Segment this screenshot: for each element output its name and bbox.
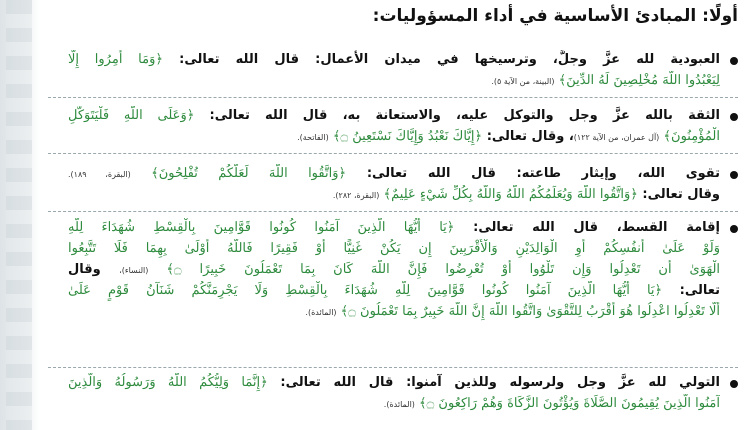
principle-item bbox=[68, 106, 720, 148]
text-line bbox=[68, 302, 720, 323]
principle-heading: وقال bbox=[68, 262, 120, 277]
divider bbox=[48, 367, 738, 368]
divider bbox=[48, 153, 738, 154]
text-line bbox=[68, 71, 720, 92]
verse-reference: (البقرة، ٢٨٢). bbox=[332, 191, 380, 200]
principle-item bbox=[68, 218, 720, 323]
text-line bbox=[68, 373, 720, 394]
principle-item bbox=[68, 50, 720, 92]
text-line bbox=[68, 218, 720, 239]
bullet-icon bbox=[730, 171, 738, 179]
divider bbox=[48, 211, 738, 212]
quran-verse: أَلَّا تَعْدِلُوا اعْدِلُوا هُوَ أَقْرَبُ لِلتَّقْوَىٰ وَاتَّقُوا اللَّهَ إِنَّ اللَّهَ خَبِيرٌ بِمَا تَعْمَلُونَ ۝﴾ bbox=[336, 304, 720, 319]
verse-reference: (المائدة). bbox=[305, 308, 337, 317]
verse-reference: (المائدة). bbox=[383, 400, 415, 409]
principle-item bbox=[68, 373, 720, 415]
divider bbox=[48, 97, 738, 98]
principle-heading: وقال تعالى: bbox=[637, 187, 720, 202]
quran-verse: لِيَعْبُدُوا اللَّهَ مُخْلِصِينَ لَهُ الدِّينَ﴾ bbox=[554, 73, 720, 88]
principle-item bbox=[68, 164, 720, 206]
text-line bbox=[68, 127, 720, 148]
quran-verse: ﴿وَمَا أُمِرُوا إِلَّا bbox=[68, 52, 164, 67]
bullet-icon bbox=[730, 57, 738, 65]
principle-heading: إقامة القسط، قال الله تعالى: bbox=[454, 220, 720, 235]
bullet-icon bbox=[730, 113, 738, 121]
quran-verse: آمَنُوا الَّذِينَ يُقِيمُونَ الصَّلَاةَ وَيُؤْتُونَ الزَّكَاةَ وَهُمْ رَاكِعُونَ ۝﴾ bbox=[414, 396, 720, 411]
principle-heading: الثقة بالله عزَّ وجل والتوكل عليه، والاستعانة به، قال الله تعالى: bbox=[194, 108, 720, 123]
text-line bbox=[68, 106, 720, 127]
verse-reference: (البينة، من الآية ٥). bbox=[491, 77, 555, 86]
text-line bbox=[68, 185, 720, 206]
page-title: أولًا: المبادئ الأساسية في أداء المسؤوليات: bbox=[372, 6, 738, 26]
quran-verse: ﴿يَا أَيُّهَا الَّذِينَ آمَنُوا كُونُوا قَوَّامِينَ لِلَّهِ شُهَدَاءَ بِالْقِسْطِ وَلَا يَجْرِمَنَّكُمْ شَنَآنُ قَوْمٍ عَلَىٰ bbox=[68, 283, 663, 298]
text-line bbox=[68, 164, 720, 185]
principle-heading: تقوى الله، وإيثار طاعته: قال الله تعالى: bbox=[346, 166, 720, 181]
quran-verse: ﴿يَا أَيُّهَا الَّذِينَ آمَنُوا كُونُوا قَوَّامِينَ بِالْقِسْطِ شُهَدَاءَ لِلَّهِ bbox=[68, 220, 455, 235]
quran-verse: وَلَوْ عَلَىٰ أَنفُسِكُمْ أَوِ الْوَالِدَيْنِ وَالْأَقْرَبِينَ إِن يَكُنْ غَنِيًّا أَوْ فَقِيرًا فَاللَّهُ أَوْلَىٰ بِهِمَا فَلَا تَتَّبِعُوا bbox=[68, 241, 720, 256]
bullet-icon bbox=[730, 380, 738, 388]
verse-reference: (النساء)، bbox=[119, 266, 149, 275]
principle-heading: العبودية لله عزَّ وجلَّ، وترسيخها في ميدان الأعمال: قال الله تعالى: bbox=[163, 52, 720, 67]
text-line bbox=[68, 281, 720, 302]
quran-verse: ﴿وَاتَّقُوا اللَّهَ لَعَلَّكُمْ تُفْلِحُونَ﴾ bbox=[130, 166, 347, 181]
text-line bbox=[68, 394, 720, 415]
quran-verse: ﴿وَاتَّقُوا اللَّهَ وَيُعَلِّمُكُمُ اللَّهُ وَاللَّهُ بِكُلِّ شَيْءٍ عَلِيمٌ﴾ bbox=[379, 187, 638, 202]
quran-verse: ﴿إِيَّاكَ نَعْبُدُ وَإِيَّاكَ نَسْتَعِينُ ۝﴾ bbox=[328, 129, 483, 144]
text-line bbox=[68, 50, 720, 71]
verse-reference: (الفاتحة). bbox=[297, 133, 329, 142]
quran-verse: ﴿وَعَلَى اللَّهِ فَلْيَتَوَكَّلِ bbox=[68, 108, 195, 123]
principle-heading: ، وقال تعالى: bbox=[482, 129, 574, 144]
quran-verse: الْمُؤْمِنُونَ﴾ bbox=[659, 129, 720, 144]
text-line bbox=[68, 260, 720, 281]
verse-reference: (البقرة، ١٨٩). bbox=[68, 170, 131, 179]
principle-heading: التولي لله عزَّ وجل ولرسوله وللذين آمنوا: قال الله تعالى: bbox=[267, 375, 720, 390]
principle-heading: تعالى: bbox=[662, 283, 720, 298]
quran-verse: الْهَوَىٰ أَن تَعْدِلُوا وَإِن تَلْوُوا أَوْ تُعْرِضُوا فَإِنَّ اللَّهَ كَانَ بِمَا تَعْمَلُونَ خَبِيرًا ۝﴾ bbox=[148, 262, 720, 277]
quran-verse: ﴿إِنَّمَا وَلِيُّكُمُ اللَّهُ وَرَسُولُهُ وَالَّذِينَ bbox=[68, 375, 268, 390]
decorative-side-strip bbox=[0, 0, 40, 430]
text-line bbox=[68, 239, 720, 260]
verse-reference: (آل عمران، من الآية ١٢٢) bbox=[573, 133, 660, 142]
bullet-icon bbox=[730, 225, 738, 233]
